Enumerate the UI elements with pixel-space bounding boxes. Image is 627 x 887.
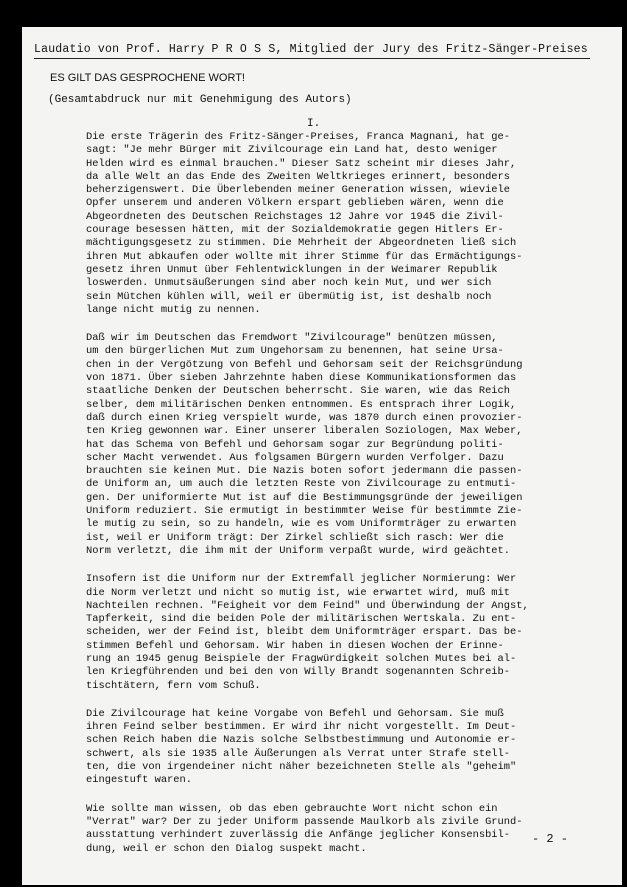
text-line: dung, weil er schon den Dialog suspekt macht. — [86, 842, 367, 855]
paragraph — [86, 573, 591, 693]
reprint-note: (Gesamtabdruck nur mit Genehmigung des Autors) — [48, 94, 352, 106]
text-line: Norm verletzt, die ihm mit der Uniform verpaßt wurde, wird geächtet. — [86, 544, 511, 557]
text-line: le mutig zu sein, so zu handeln, wie es vom Uniformträger zu erwarten — [86, 518, 517, 531]
text-line: Uniform reduziert. Sie ermutigt in bestimmter Weise für bestimmte Zie- — [86, 505, 523, 518]
text-line: ist, weil er Uniform trägt: Der Zirkel schließt sich rasch: Wer die — [86, 531, 504, 544]
text-line: ten Krieg gewonnen war. Einer unserer liberalen Soziologen, Max Weber, — [86, 425, 523, 438]
text-line: um den bürgerlichen Mut zum Ungehorsam zu benennen, hat seine Ursa- — [86, 345, 504, 358]
text-line: ausstattung verhindert zuverlässig die Anfänge jeglicher Konsensbil- — [86, 829, 511, 842]
paragraph — [86, 708, 591, 788]
text-line: Helden wird es einmal brauchen." Dieser Satz scheint mir dieses Jahr, — [86, 157, 517, 170]
text-line: sagt: "Je mehr Bürger mit Zivilcourage ein Land hat, desto weniger — [86, 144, 498, 157]
text-line: scher Macht verwendet. Aus folgsamen Bürgern wurden Verfolger. Dazu — [86, 451, 504, 464]
text-line: Daß wir im Deutschen das Fremdwort "Zivilcourage" benützen müssen, — [86, 332, 498, 345]
text-line: ihren Mut abkaufen oder wollte mit ihrer Stimme für das Ermächtigungs- — [86, 250, 523, 263]
text-line: tischtätern, fern vom Schuß. — [86, 679, 261, 692]
text-line: de Uniform an, um auch die letzten Reste von Zivilcourage zu entmuti- — [86, 478, 517, 491]
text-line: sein Mütchen kühlen will, weil er übermütig ist, ist deshalb noch — [86, 290, 492, 303]
text-line: Tapferkeit, sind die beiden Pole der militärischen Wertskala. Zu ent- — [86, 613, 517, 626]
text-line: stimmen Befehl und Gehorsam. Wir haben in diesen Wochen der Erinne- — [86, 639, 504, 652]
text-line: rung an 1945 genug Beispiele der Fragwürdigkeit solchen Mutes bei al- — [86, 652, 517, 665]
text-line: gesetz ihren Unmut über Fehlentwicklungen in der Weimarer Republik — [86, 263, 498, 276]
text-line: "Verrat" war? Der zu jeder Uniform passende Maulkorb als zivile Grund- — [86, 815, 523, 828]
page-number: - 2 - — [532, 832, 569, 846]
text-line: daß durch einen Krieg verspielt wurde, was 1870 durch einen provozier- — [86, 411, 523, 424]
text-line: Insofern ist die Uniform nur der Extremfall jeglicher Normierung: Wer — [86, 573, 517, 586]
text-line: ihren Feind selber bestimmen. Er wird ihr nicht vorgestellt. Im Deut- — [86, 721, 517, 734]
text-line: brauchten sie keinen Mut. Die Nazis boten sofort jedermann die passen- — [86, 465, 523, 478]
text-line: Opfer unserem und anderen Völkern erspart geblieben wären, wenn die — [86, 197, 504, 210]
document-header: Laudatio von Prof. Harry P R O S S, Mitglied der Jury des Fritz-Sänger-Preises — [34, 43, 588, 56]
text-line: loswerden. Unmutsäußerungen sind aber noch kein Mut, und wer sich — [86, 277, 492, 290]
text-line: Die erste Trägerin des Fritz-Sänger-Preises, Franca Magnani, hat ge- — [86, 131, 511, 143]
text-line: die Norm verletzt und nicht so mutig ist, wie erwartet wird, muß mit — [86, 586, 511, 599]
text-line: gen. Der uniformierte Mut ist auf die Bestimmungsgründe der jeweiligen — [86, 491, 523, 504]
paragraph — [86, 332, 591, 558]
text-line: Nachteilen rechnen. "Feigheit vor dem Feind" und Überwindung der Angst, — [86, 599, 529, 612]
text-line: schen Reich haben die Nazis solche Selbstbestimmung und Autonomie er- — [86, 734, 517, 747]
text-line: selber, dem militärischen Denken entnommen. Es entsprach ihrer Logik, — [86, 398, 517, 411]
text-line: von 1871. Über sieben Jahrzehnte haben diese Kommunikationsformen das — [86, 372, 517, 385]
text-line: scheiden, wer der Feind ist, bleibt dem Uniformträger erspart. Das be- — [86, 626, 523, 639]
paragraph — [86, 131, 591, 317]
text-line: Die Zivilcourage hat keine Vorgabe von Befehl und Gehorsam. Sie muß — [86, 707, 504, 720]
spoken-word-notice: ES GILT DAS GESPROCHENE WORT! — [50, 72, 245, 84]
text-line: eingestuft waren. — [86, 774, 193, 787]
text-line: Wie sollte man wissen, ob das eben gebrauchte Wort nicht schon ein — [86, 802, 498, 815]
text-line: hat das Schema von Befehl und Gehorsam sogar zur Begründung politi- — [86, 438, 504, 451]
header-rule — [34, 58, 590, 59]
paragraph — [86, 803, 591, 856]
text-line: chen in der Vergötzung von Befehl und Gehorsam seit der Reichsgründung — [86, 358, 523, 371]
section-number: I. — [307, 118, 321, 130]
text-line: courage besessen hätten, mit der Sozialdemokratie gegen Hitlers Er- — [86, 224, 504, 237]
text-line: schwert, als sie 1935 alle Äußerungen als Verrat unter Strafe stell- — [86, 747, 511, 760]
text-line: lange nicht mutig zu nennen. — [86, 303, 261, 316]
text-line: len Kriegführenden und bei den von Willy Brandt sogenannten Schreib- — [86, 666, 511, 679]
text-line: Abgeordneten des Deutschen Reichstages 12 Jahre vor 1945 die Zivil- — [86, 210, 504, 223]
text-line: staatliche Denken der Deutschen beherrscht. Sie waren, wie das Reich — [86, 385, 511, 398]
document-body — [86, 131, 591, 871]
text-line: beherzigenswert. Die Überlebenden meiner Generation wissen, wieviele — [86, 184, 511, 197]
text-line: mächtigungsgesetz zu stimmen. Die Mehrheit der Abgeordneten ließ sich — [86, 237, 517, 250]
text-line: da alle Welt an das Ende des Zweiten Weltkrieges erinnert, besonders — [86, 170, 511, 183]
text-line: ten, die von irgendeiner nicht näher bezeichneten Stelle als "geheim" — [86, 761, 517, 774]
